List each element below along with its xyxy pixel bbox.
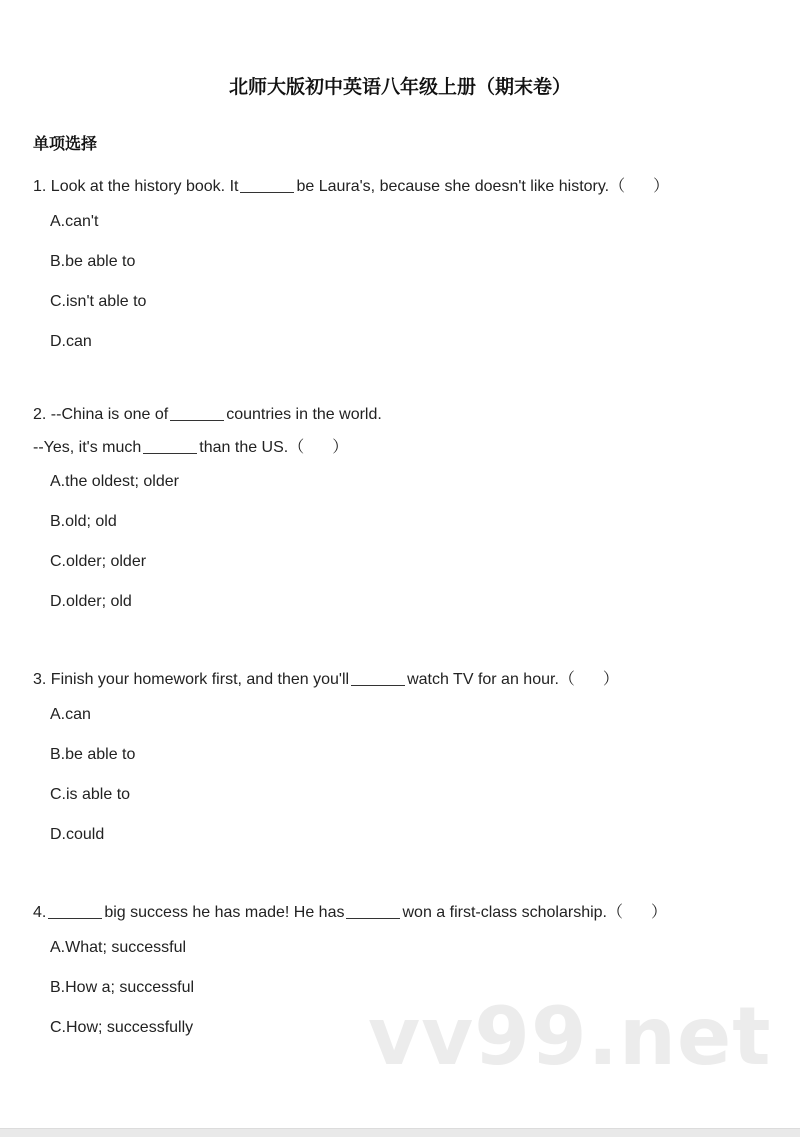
question-text: ） bbox=[602, 671, 619, 688]
question-4 bbox=[33, 899, 667, 922]
option-b: B.How a; successful bbox=[50, 979, 195, 996]
question-text: big success he has made! He has bbox=[104, 904, 345, 921]
question-text: watch TV for an hour.（ bbox=[407, 671, 575, 688]
question-text: be Laura's, because she doesn't like history.（ bbox=[296, 178, 626, 195]
question-text: ） bbox=[653, 178, 670, 195]
answer-blank bbox=[346, 904, 400, 919]
answer-blank bbox=[240, 178, 294, 193]
option-d: D.older; old bbox=[50, 593, 132, 610]
option-b: B.be able to bbox=[50, 746, 136, 763]
answer-blank bbox=[143, 439, 197, 454]
question-2-line-1 bbox=[33, 406, 382, 424]
page-bottom-edge bbox=[0, 1128, 800, 1137]
option-c: C.isn't able to bbox=[50, 293, 147, 310]
question-text: 3. Finish your homework first, and then you'll bbox=[33, 671, 350, 688]
question-text: 2. --China is one of bbox=[33, 406, 169, 423]
option-a: A.can't bbox=[50, 213, 99, 230]
option-b: B.old; old bbox=[50, 513, 117, 530]
option-a: A.can bbox=[50, 706, 91, 723]
question-1 bbox=[33, 173, 669, 196]
answer-blank bbox=[170, 406, 224, 421]
watermark: vv99.net bbox=[368, 990, 772, 1083]
option-a: A.the oldest; older bbox=[50, 473, 179, 490]
option-c: C.older; older bbox=[50, 553, 147, 570]
answer-blank bbox=[48, 904, 102, 919]
section-heading: 单项选择 bbox=[33, 134, 98, 153]
question-text: --Yes, it's much bbox=[33, 439, 142, 456]
page-title: 北师大版初中英语八年级上册（期末卷） bbox=[228, 76, 571, 98]
option-d: D.could bbox=[50, 826, 105, 843]
answer-blank bbox=[351, 671, 405, 686]
question-text: than the US.（ bbox=[199, 439, 305, 456]
question-text: 4. bbox=[33, 904, 47, 921]
question-text: countries in the world. bbox=[226, 406, 382, 423]
option-c: C.How; successfully bbox=[50, 1019, 194, 1036]
option-a: A.What; successful bbox=[50, 939, 187, 956]
option-d: D.can bbox=[50, 333, 92, 350]
question-text: won a first-class scholarship.（ bbox=[402, 904, 624, 921]
option-b: B.be able to bbox=[50, 253, 136, 270]
option-c: C.is able to bbox=[50, 786, 131, 803]
question-text: 1. Look at the history book. It bbox=[33, 178, 239, 195]
question-text: ） bbox=[332, 439, 349, 456]
question-2-line-2 bbox=[33, 434, 348, 457]
question-3 bbox=[33, 666, 619, 689]
question-text: ） bbox=[651, 904, 668, 921]
